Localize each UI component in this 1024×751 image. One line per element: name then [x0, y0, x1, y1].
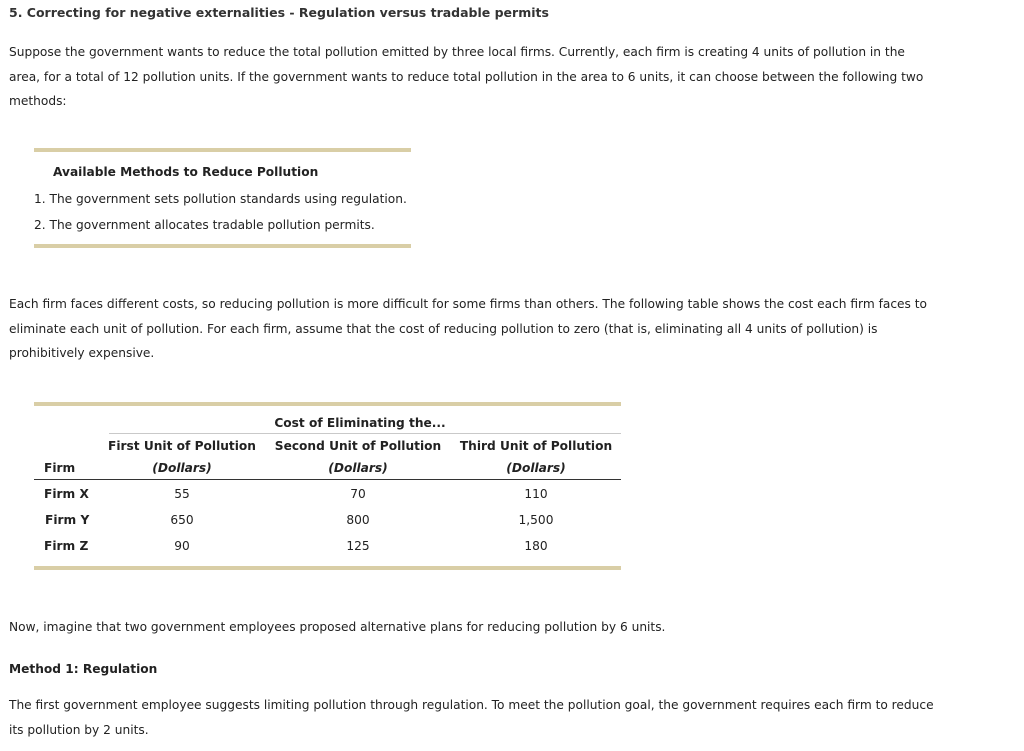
methods-box — [34, 148, 411, 248]
cell-firm-x-second: 70 — [350, 487, 366, 501]
intro-line: Suppose the government wants to reduce the total pollution emitted by three local firms. Currently, each firm is creating 4 units of pollution in the — [9, 45, 905, 59]
proposal-text: Now, imagine that two government employees proposed alternative plans for reducing pollution by 6 units. — [9, 620, 666, 634]
method1-line: its pollution by 2 units. — [9, 722, 149, 737]
costs-line: Each firm faces different costs, so reducing pollution is more difficult for some firms than others. The following table shows the cost each firm faces to — [9, 297, 928, 311]
cell-firm-y-second: 800 — [346, 513, 370, 527]
method-item-regulation: 1. The government sets pollution standards using regulation. — [34, 192, 407, 206]
cost-group-header: Cost of Eliminating the... — [274, 416, 446, 430]
costs-line: prohibitively expensive. — [9, 346, 155, 360]
cell-firm-z-first: 90 — [174, 539, 190, 553]
intro-line: area, for a total of 12 pollution units. If the government wants to reduce total pollution in the area to 6 units, it can choose between the following two — [9, 69, 924, 84]
col-header-second-unit: Second Unit of Pollution — [274, 439, 442, 453]
row-header-firm: Firm — [44, 461, 76, 475]
cell-firm-z-third: 180 — [524, 539, 548, 553]
col-unit-second: (Dollars) — [328, 461, 388, 475]
method1-paragraph — [9, 693, 999, 742]
row-firm-y-label: Firm Y — [45, 513, 90, 527]
question-title: 5. Correcting for negative externalities - Regulation versus tradable permits — [9, 5, 549, 20]
cell-firm-x-first: 55 — [174, 487, 190, 501]
cell-firm-y-first: 650 — [170, 513, 194, 527]
row-firm-z-label: Firm Z — [44, 539, 89, 553]
method-item-permits: 2. The government allocates tradable pollution permits. — [34, 218, 375, 232]
intro-paragraph — [9, 40, 999, 114]
cost-table-top-rule — [34, 402, 621, 406]
header-rule — [34, 479, 621, 480]
row-firm-x-label: Firm X — [44, 487, 89, 501]
costs-line: eliminate each unit of pollution. For each firm, assume that the cost of reducing pollution to zero (that is, eliminating all 4 units of pollution) is — [9, 321, 878, 336]
costs-paragraph — [9, 292, 999, 366]
cell-firm-y-third: 1,500 — [518, 513, 554, 527]
method1-heading: Method 1: Regulation — [9, 662, 158, 676]
method1-line: The first government employee suggests limiting pollution through regulation. To meet the pollution goal, the government requires each firm to reduce — [9, 698, 934, 712]
methods-heading: Available Methods to Reduce Pollution — [53, 165, 319, 179]
cost-table-bottom-rule — [34, 566, 621, 570]
intro-line: methods: — [9, 94, 67, 108]
col-unit-third: (Dollars) — [506, 461, 566, 475]
cost-table — [34, 402, 621, 571]
col-header-third-unit: Third Unit of Pollution — [459, 439, 613, 453]
methods-box-bottom-rule — [34, 244, 411, 248]
group-header-rule — [109, 433, 621, 434]
methods-box-top-rule — [34, 148, 411, 152]
col-header-first-unit: First Unit of Pollution — [108, 439, 256, 453]
cell-firm-x-third: 110 — [524, 487, 548, 501]
cell-firm-z-second: 125 — [346, 539, 370, 553]
col-unit-first: (Dollars) — [152, 461, 212, 475]
